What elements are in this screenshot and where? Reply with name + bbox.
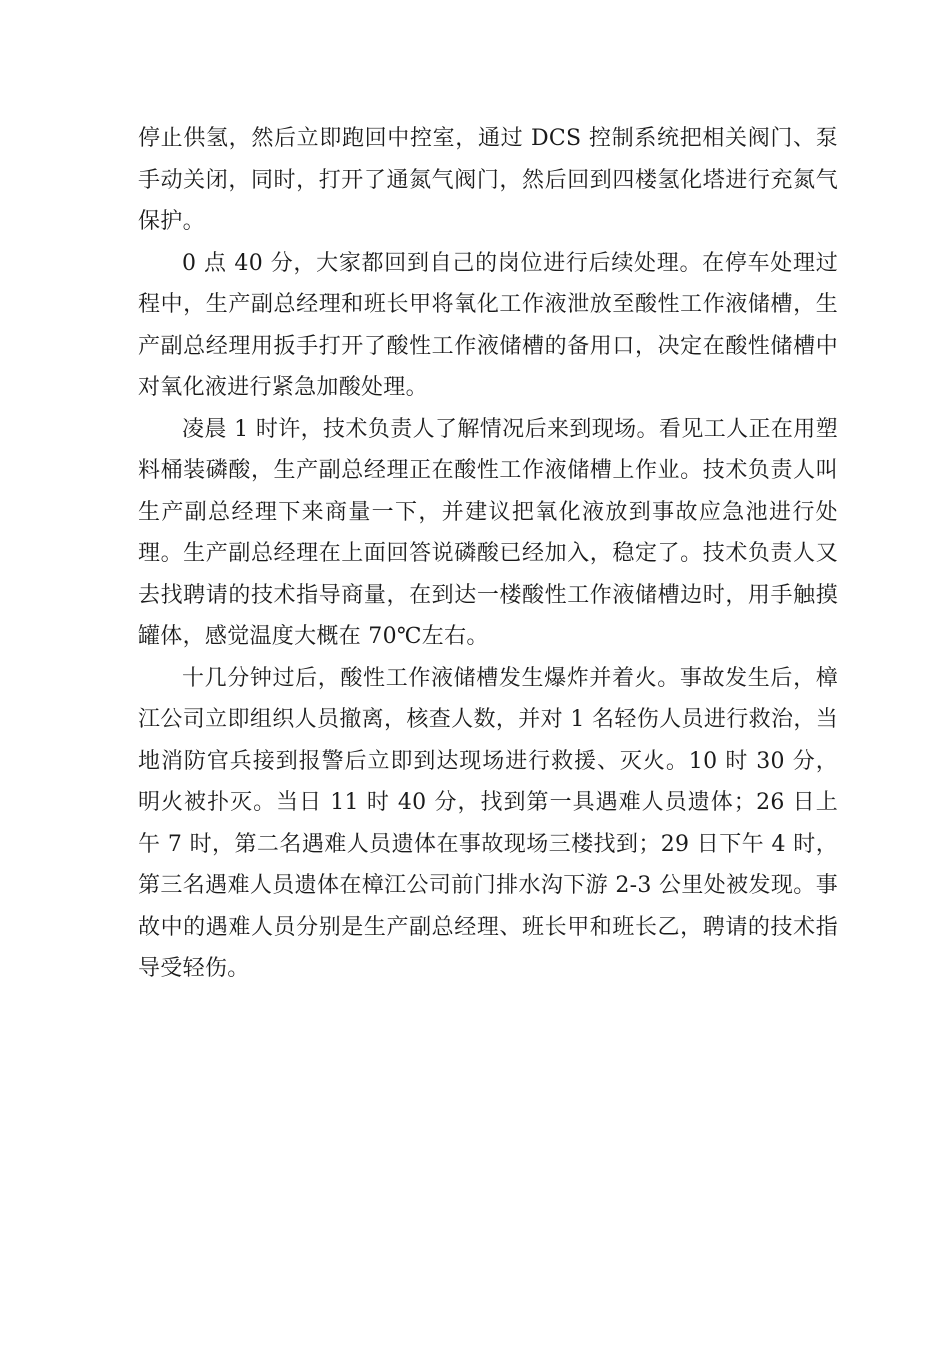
paragraph-technical-lead-arrival: 凌晨 1 时许，技术负责人了解情况后来到现场。看见工人正在用塑料桶装磷酸，生产副总经理正在酸性工作液储槽上作业。技术负责人叫生产副总经理下来商量一下，并建议把氧化液放到事故应急池进行处理。生产副总经理在上面回答说磷酸已经加入，稳定了。技术负责人又去找聘请的技术指导商量，在到达一楼酸性工作液储槽边时，用手触摸罐体，感觉温度大概在 70℃左右。 bbox=[138, 416, 838, 649]
paragraph-explosion-aftermath: 十几分钟过后，酸性工作液储槽发生爆炸并着火。事故发生后，樟江公司立即组织人员撤离，核查人数，并对 1 名轻伤人员进行救治，当地消防官兵接到报警后立即到达现场进行救援、灭火。10 时 30 分，明火被扑灭。当日 11 时 40 分，找到第一具遇难人员遗体；26 日上午 7 时，第二名遇难人员遗体在事故现场三楼找到；29 日下午 4 时，第三名遇难人员遗体在樟江公司前门排水沟下游 2-3 公里处被发现。事故中的遇难人员分别是生产副总经理、班长甲和班长乙，聘请的技术指导受轻伤。 bbox=[138, 665, 838, 981]
document-body bbox=[138, 118, 838, 990]
paragraph-continuation: 停止供氢，然后立即跑回中控室，通过 DCS 控制系统把相关阀门、泵手动关闭，同时，打开了通氮气阀门，然后回到四楼氢化塔进行充氮气保护。 bbox=[138, 126, 838, 234]
paragraph-shutdown-handling: 0 点 40 分，大家都回到自己的岗位进行后续处理。在停车处理过程中，生产副总经理和班长甲将氧化工作液泄放至酸性工作液储槽，生产副总经理用扳手打开了酸性工作液储槽的备用口，决定在酸性储槽中对氧化液进行紧急加酸处理。 bbox=[138, 250, 838, 400]
